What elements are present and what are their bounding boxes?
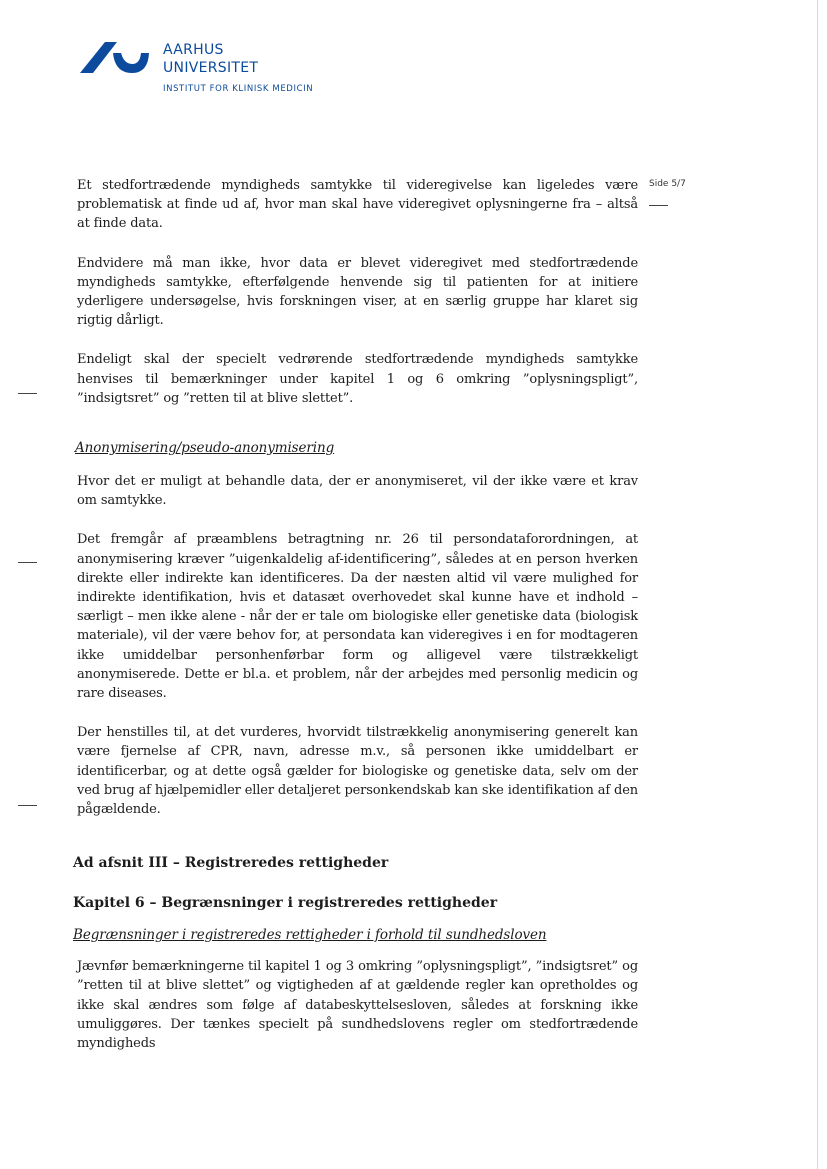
paragraph-6: Der henstilles til, at det vurderes, hvorvidt tilstrækkelig anonymisering generelt kan være fjernelse af CPR, navn, adresse m.v., så personen ikke umiddelbart er identificerbar, og at dette også gælder for biologiske og genetiske data, selv om der ved brug af hjælpemidler eller detaljeret personkendskab kan ske identifikation af den pågældende. (77, 725, 638, 818)
section-heading: Ad afsnit III – Registreredes rettigheder (73, 855, 389, 872)
paragraph-4: Hvor det er muligt at behandle data, der er anonymiseret, vil der ikke være et krav om samtykke. (77, 474, 638, 509)
chapter-heading: Kapitel 6 – Begrænsninger i registreredes rettigheder (73, 895, 498, 912)
paragraph-7: Jævnfør bemærkningerne til kapitel 1 og 3 omkring ”oplysningspligt”, ”indsigtsret” og ”retten til at blive slettet” og vigtigheden af at gældende regler kan opretholdes og ikke skal ændres som følge af databeskyttelsesloven, således at forskning ikke umuliggøres. Der tænkes specielt på sundhedslovens regler om stedfortrædende myndigheds (77, 959, 638, 1052)
paragraph-2: Endvidere må man ikke, hvor data er blevet videregivet med stedfortrædende myndigheds samtykke, efterfølgende henvende sig til patienten for at initiere yderligere undersøgelse, hvis forskningen viser, at en særlig gruppe har klaret sig rigtig dårligt. (77, 255, 638, 329)
page-number-rule (649, 205, 668, 206)
scan-edge (817, 0, 818, 1169)
logo-line-universitet: UNIVERSITET (163, 60, 259, 76)
margin-fold-mark (18, 393, 37, 394)
institute-name: INSTITUT FOR KLINISK MEDICIN (163, 84, 314, 94)
margin-hole-mark (18, 562, 37, 563)
paragraph-5: Det fremgår af præamblens betragtning nr. 26 til persondataforordningen, at anonymisering kræver ”uigenkaldelig af-identificering”, således at en person hverken direkte eller indirekte kan identificeres. Da der næsten altid vil være mulighed for indirekte identifikation, hvis et datasæt overhovedet skal kunne have et indhold – særligt – men ikke alene - når der er tale om biologiske eller genetiske data (biologisk materiale), vil der være behov for, at persondata kan videregives i en for modtageren ikke umiddelbar personhenførbar form og alligevel være tilstrækkeligt anonymiserede. Dette er bl.a. et problem, når der arbejdes med personlig medicin og rare diseases. (77, 532, 638, 702)
university-logo (80, 38, 340, 98)
aarhus-logo-icon (80, 40, 150, 74)
margin-fold-mark-lower (18, 805, 37, 806)
logo-line-aarhus: AARHUS (163, 42, 224, 58)
document-body (73, 176, 638, 1053)
paragraph-1: Et stedfortrædende myndigheds samtykke til videregivelse kan ligeledes være problematisk at finde ud af, hvor man skal have videregivet oplysningerne fra – altså at finde data. (77, 178, 638, 232)
paragraph-3: Endeligt skal der specielt vedrørende stedfortrædende myndigheds samtykke henvises til bemærkninger under kapitel 1 og 6 omkring ”oplysningspligt”, ”indsigtsret” og ”retten til at blive slettet”. (77, 352, 638, 406)
subheading-begraensninger: Begrænsninger i registreredes rettigheder i forhold til sundhedsloven (73, 927, 547, 944)
subheading-anonymisering: Anonymisering/pseudo-anonymisering (75, 440, 335, 457)
logo-text (163, 41, 313, 95)
page-number: Side 5/7 (649, 179, 686, 189)
